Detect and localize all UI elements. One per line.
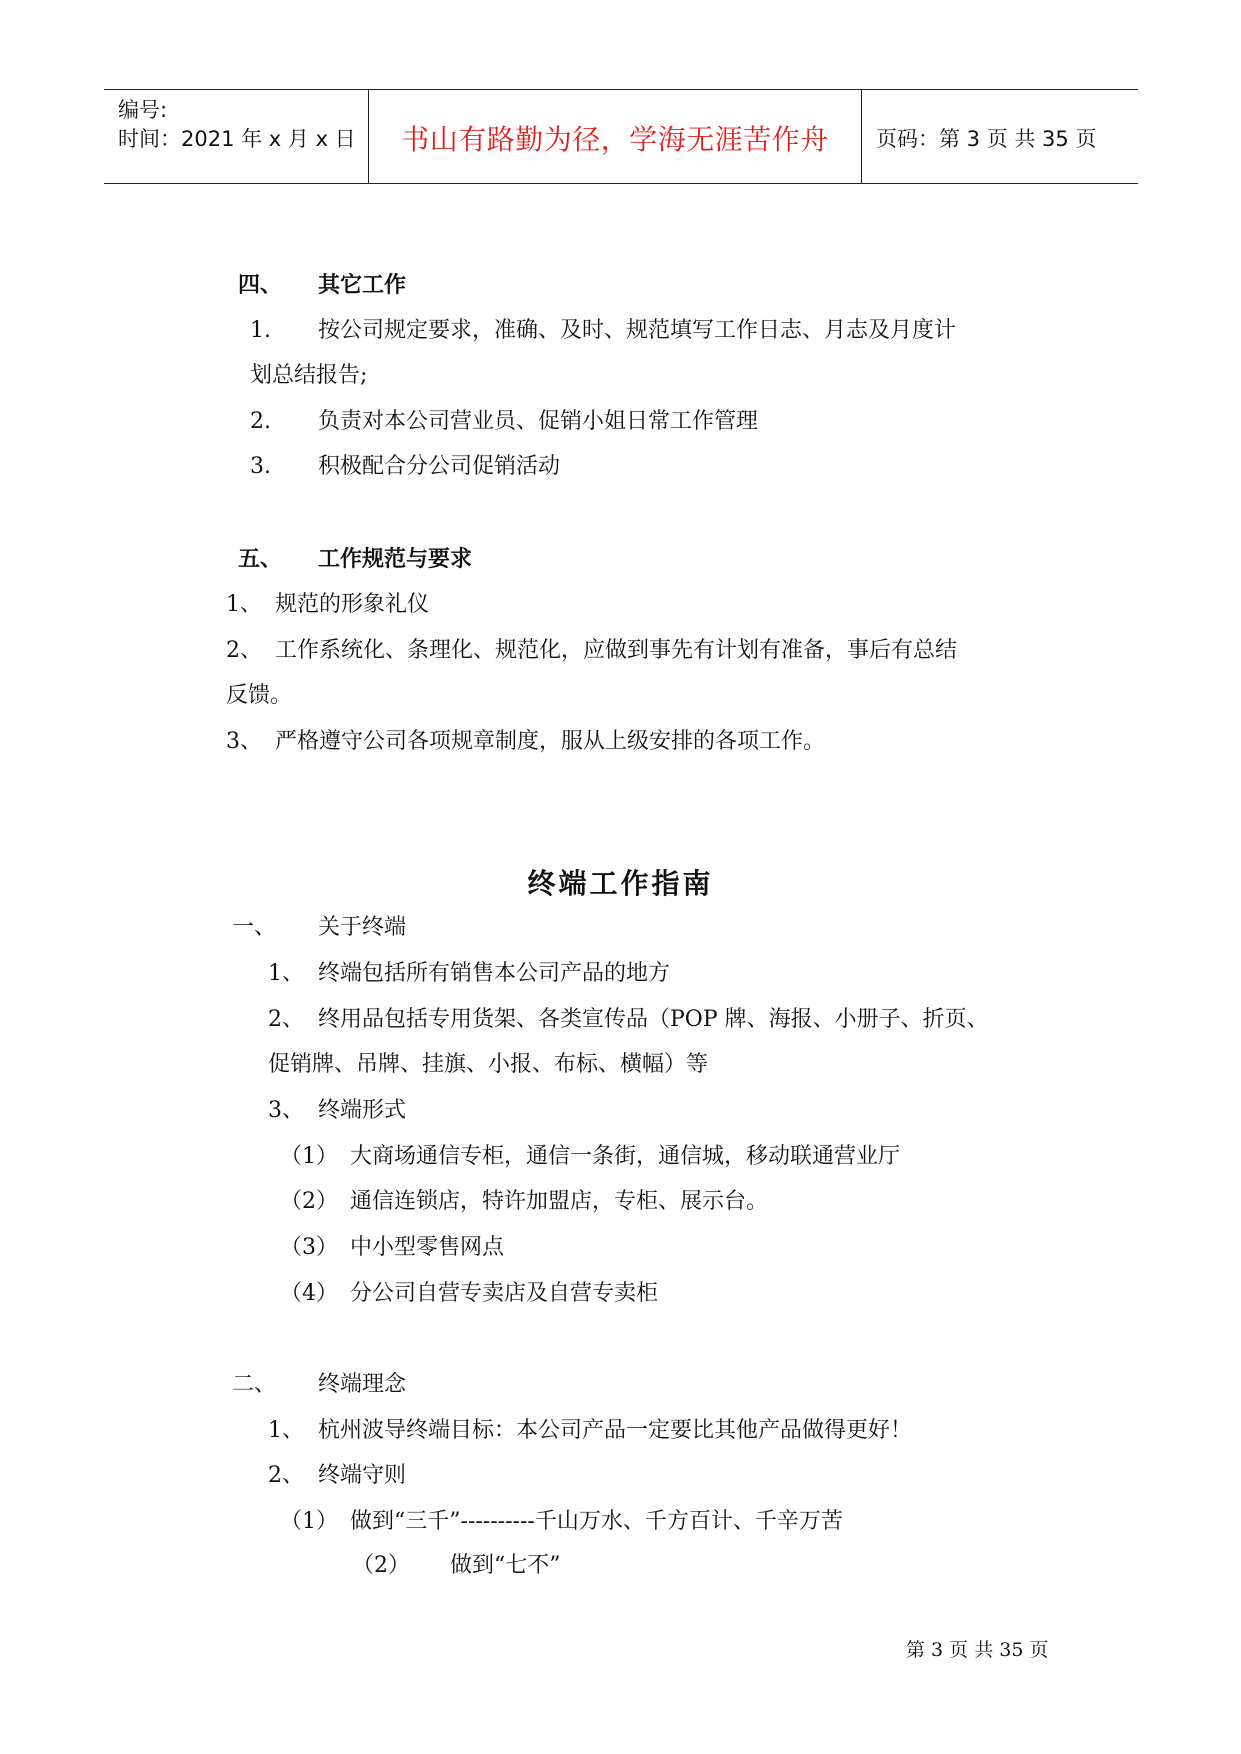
section4-item-2-number: 2. xyxy=(250,409,271,434)
part2-rule-1-number: （1） xyxy=(280,1509,338,1534)
header-left-cell xyxy=(104,90,368,183)
part1-form-2-text: 通信连锁店，特许加盟店，专柜、展示台。 xyxy=(350,1189,769,1214)
page-footer: 第 3 页 共 35 页 xyxy=(906,1639,1049,1661)
section4-heading: 其它工作 xyxy=(318,272,407,298)
part1-form-4-number: （4） xyxy=(280,1281,338,1306)
section4-item-3-text: 积极配合分公司促销活动 xyxy=(318,454,561,479)
header-right-cell xyxy=(862,90,1138,183)
section4-item-1-text: 按公司规定要求，准确、及时、规范填写工作日志、月志及月度计 xyxy=(318,318,957,343)
part2-number: 二、 xyxy=(232,1372,277,1397)
section4-item-1-continuation: 划总结报告; xyxy=(250,363,368,388)
part1-form-1-number: （1） xyxy=(280,1144,338,1169)
part2-rule-1-text: 做到“三千”----------千山万水、千方百计、千辛万苦 xyxy=(350,1509,843,1534)
part2-heading: 终端理念 xyxy=(318,1372,407,1397)
section5-item-1-number: 1、 xyxy=(226,592,262,617)
document-number-label: 编号: xyxy=(118,98,168,122)
part1-form-3-number: （3） xyxy=(280,1235,338,1260)
part1-item-1-number: 1、 xyxy=(268,961,304,986)
section5-item-3-number: 3、 xyxy=(226,729,262,754)
part1-form-3-text: 中小型零售网点 xyxy=(350,1235,505,1260)
part1-item-2-number: 2、 xyxy=(268,1007,304,1032)
part1-item-2-continuation: 促销牌、吊牌、挂旗、小报、布标、横幅）等 xyxy=(268,1052,709,1077)
header-table xyxy=(104,89,1138,184)
part1-form-1-text: 大商场通信专柜，通信一条街，通信城，移动联通营业厅 xyxy=(350,1144,901,1169)
section5-item-2-text: 工作系统化、条理化、规范化，应做到事先有计划有准备，事后有总结 xyxy=(275,638,958,663)
part2-item-2-text: 终端守则 xyxy=(318,1463,407,1488)
section4-item-2-text: 负责对本公司营业员、促销小姐日常工作管理 xyxy=(318,409,759,434)
part1-item-3-text: 终端形式 xyxy=(318,1098,407,1123)
section4-item-3-number: 3. xyxy=(250,454,271,479)
part1-item-2-text: 终用品包括专用货架、各类宣传品（POP 牌、海报、小册子、折页、 xyxy=(318,1007,989,1032)
part1-number: 一、 xyxy=(232,915,277,940)
part1-heading: 关于终端 xyxy=(318,915,407,940)
section4-number: 四、 xyxy=(238,272,283,298)
part2-item-1-text: 杭州波导终端目标：本公司产品一定要比其他产品做得更好！ xyxy=(318,1418,913,1443)
section5-item-2-continuation: 反馈。 xyxy=(226,683,293,708)
part1-form-2-number: （2） xyxy=(280,1189,338,1214)
header-middle-cell xyxy=(368,90,862,183)
document-title: 终端工作指南 xyxy=(527,867,714,900)
part2-item-1-number: 1、 xyxy=(268,1418,304,1443)
section5-heading: 工作规范与要求 xyxy=(318,546,473,572)
part1-form-4-text: 分公司自营专卖店及自营专卖柜 xyxy=(350,1281,659,1306)
part1-item-1-text: 终端包括所有销售本公司产品的地方 xyxy=(318,961,671,986)
section5-item-2-number: 2、 xyxy=(226,638,262,663)
header-motto: 书山有路勤为径，学海无涯苦作舟 xyxy=(401,123,829,156)
section5-item-1-text: 规范的形象礼仪 xyxy=(275,592,430,617)
document-time-label: 时间：2021 年 x 月 x 日 xyxy=(118,127,356,151)
section5-number: 五、 xyxy=(238,546,283,572)
section5-item-3-text: 严格遵守公司各项规章制度，服从上级安排的各项工作。 xyxy=(275,729,826,754)
part2-rule-2-number: （2） xyxy=(352,1553,410,1578)
section4-item-1-number: 1. xyxy=(250,318,271,343)
part1-item-3-number: 3、 xyxy=(268,1098,304,1123)
part2-rule-2-text: 做到“七不” xyxy=(450,1553,561,1578)
header-page-label: 页码：第 3 页 共 35 页 xyxy=(876,127,1097,151)
part2-item-2-number: 2、 xyxy=(268,1463,304,1488)
